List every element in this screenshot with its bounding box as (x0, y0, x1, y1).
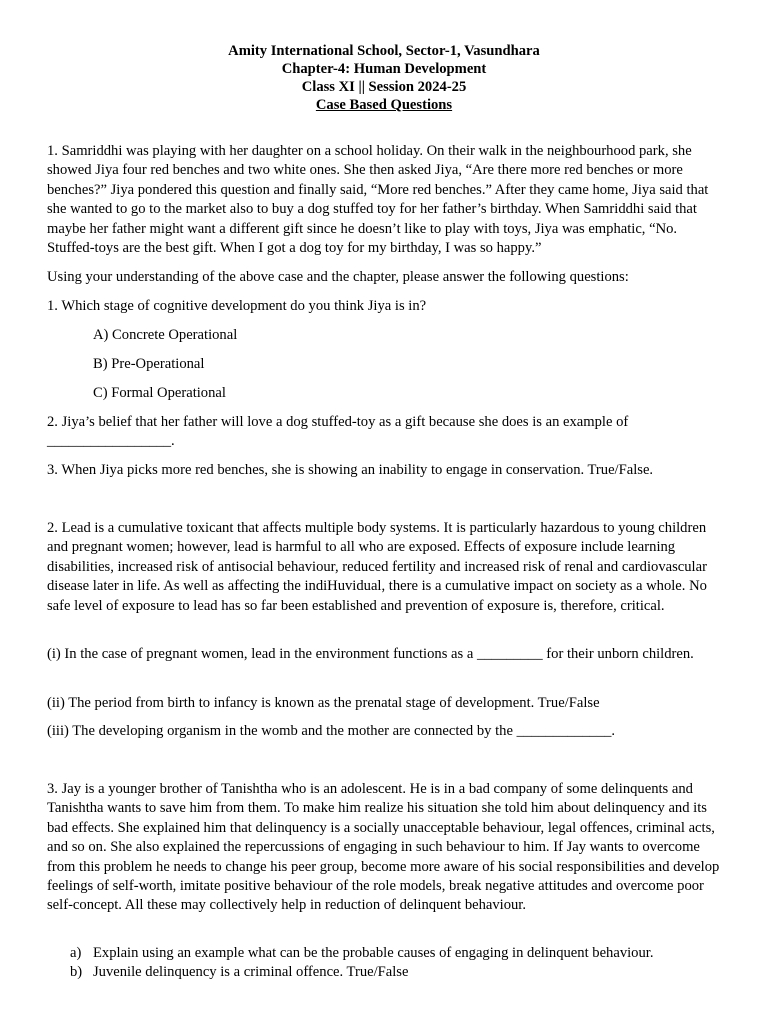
list-item-text: Juvenile delinquency is a criminal offence. True/False (93, 964, 409, 980)
option-c: C) Formal Operational (93, 385, 226, 401)
case1-question-3: 3. When Jiya picks more red benches, she is showing an inability to engage in conservation. True/False. (47, 462, 654, 478)
case1-instruction: Using your understanding of the above case and the chapter, please answer the following questions: (47, 269, 629, 285)
case1-passage: 1. Samriddhi was playing with her daughter on a school holiday. On their walk in the neighbourhood park, she showed Jiya four red benches and two white ones. She then asked Jiya, “Are there more red benches or more benches?” Jiya pondered this question and finally said, “More red benches.” After they came home, Jiya said that she wanted to go to the market also to buy a dog stuffed toy for her father’s birthday. When Samriddhi said that maybe her father might want a different gift since he doesn’t like to play with toys, Jiya was emphatic, “No. Stuffed-toys are the best gift. When I got a dog toy for my birthday, I was so happy.” (47, 143, 709, 257)
list-marker: b) (70, 964, 83, 980)
case2-passage: 2. Lead is a cumulative toxicant that affects multiple body systems. It is particularly hazardous to young children and pregnant women; however, lead is harmful to all who are exposed. Effects of exposure include learning disabilities, increased risk of antisocial behaviour, reduced fertility and increased risk of renal and cardiovascular disease later in life. As well as affecting the indiHuvidual, there is a cumulative impact on society as a whole. No safe level of exposure to lead has so far been established and prevention of exposure is, therefore, critical. (47, 520, 707, 614)
case2-question-1: (i) In the case of pregnant women, lead in the environment functions as a _________ for their unborn children. (47, 646, 694, 662)
chapter-title: Chapter-4: Human Development (281, 61, 487, 77)
option-a: A) Concrete Operational (93, 327, 238, 343)
school-name: Amity International School, Sector-1, Vasundhara (228, 43, 540, 59)
case1-question-1: 1. Which stage of cognitive development do you think Jiya is in? (47, 298, 427, 314)
case3-item-a (70, 944, 653, 963)
class-session: Class XI || Session 2024-25 (301, 79, 467, 95)
case1-question-2: 2. Jiya’s belief that her father will love a dog stuffed-toy as a gift because she does is an example of _________________. (47, 414, 629, 450)
option-b: B) Pre-Operational (93, 356, 205, 372)
page-title: Case Based Questions (315, 97, 453, 113)
case2-question-3: (iii) The developing organism in the womb and the mother are connected by the _____________. (47, 723, 616, 739)
document-header (0, 42, 768, 114)
list-item-text: Explain using an example what can be the probable causes of engaging in delinquent behaviour. (93, 945, 654, 961)
case3-passage: 3. Jay is a younger brother of Tanishtha who is an adolescent. He is in a bad company of some delinquents and Tanishtha wants to save him from them. To make him realize his situation she told him about delinquency and its bad effects. She explained him that delinquency is a socially unacceptable behaviour, legal offences, criminal acts, and so on. She also explained the repercussions of engaging in such behaviour to him. If Jay wants to overcome from this problem he needs to change his peer group, become more aware of his social responsibilities and develop feelings of self-worth, imitate positive behaviour of the role models, break negative attitudes and overcome poor self-concept. All these may collectively help in reduction of delinquent behaviour. (47, 781, 720, 914)
list-marker: a) (70, 945, 82, 961)
case3-item-b (70, 963, 408, 982)
case2-question-2: (ii) The period from birth to infancy is known as the prenatal stage of development. True/False (47, 695, 600, 711)
